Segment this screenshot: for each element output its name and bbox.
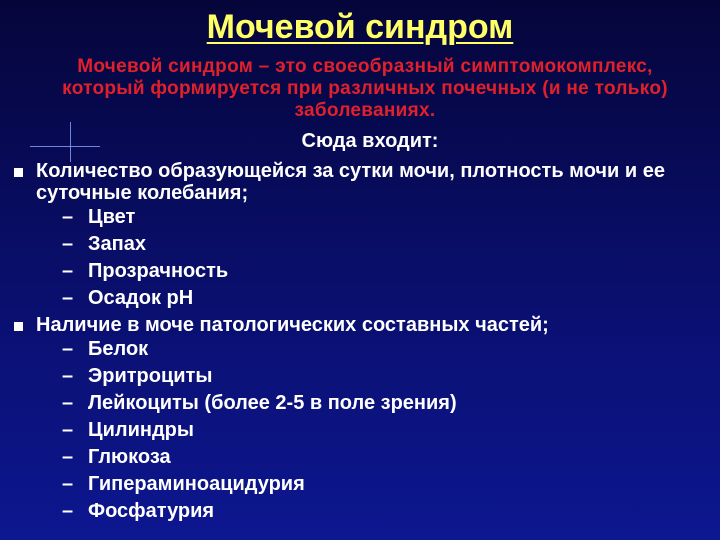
- sub-item-label: Прозрачность: [88, 260, 229, 282]
- sub-item-label: Цвет: [88, 206, 136, 228]
- dash-marker: –: [62, 260, 74, 282]
- sub-item-label: Запах: [88, 233, 146, 255]
- sub-list-item: [36, 471, 714, 498]
- bullet-item-2: [14, 312, 714, 525]
- sub-list-item: [36, 204, 714, 231]
- definition-text: Мочевой синдром – это своеобразный симптомокомплекс, который формируется при различных почечных (и не только) заболеваниях.: [62, 56, 668, 121]
- bullet-text: Наличие в моче патологических составных частей;: [36, 314, 549, 336]
- dash-marker: –: [62, 473, 74, 495]
- bullet-text: Количество образующейся за сутки мочи, плотность мочи и ее суточные колебания;: [36, 160, 665, 204]
- slide-title: Мочевой синдром: [206, 8, 514, 46]
- sub-list-item: [36, 363, 714, 390]
- sub-list-item: [36, 258, 714, 285]
- sub-item-label: Осадок рН: [88, 287, 194, 309]
- dash-marker: –: [62, 233, 74, 255]
- sub-list-item: [36, 390, 714, 417]
- dash-marker: –: [62, 365, 74, 387]
- sub-item-label: Цилиндры: [88, 419, 194, 441]
- sub-list-item: [36, 417, 714, 444]
- sub-list-item: [36, 444, 714, 471]
- sub-item-label: Белок: [88, 338, 149, 360]
- sub-item-label: Глюкоза: [88, 446, 171, 468]
- bullet-item-1: [14, 158, 714, 312]
- includes-heading: Сюда входит:: [301, 130, 439, 152]
- dash-marker: –: [62, 392, 74, 414]
- sub-item-label: Лейкоциты (более 2-5 в поле зрения): [88, 392, 457, 414]
- dash-marker: –: [62, 206, 74, 228]
- dash-marker: –: [62, 338, 74, 360]
- sub-item-label: Фосфатурия: [88, 500, 215, 522]
- dash-marker: –: [62, 287, 74, 309]
- square-bullet-icon: [14, 322, 23, 331]
- sub-list-item: [36, 498, 714, 525]
- sub-list-item: [36, 285, 714, 312]
- bullet-list: [14, 158, 714, 525]
- sub-item-label: Эритроциты: [88, 365, 213, 387]
- dash-marker: –: [62, 500, 74, 522]
- sub-item-label: Гипераминоацидурия: [88, 473, 305, 495]
- dash-marker: –: [62, 419, 74, 441]
- square-bullet-icon: [14, 168, 23, 177]
- dash-marker: –: [62, 446, 74, 468]
- sub-list-item: [36, 231, 714, 258]
- sub-list-item: [36, 336, 714, 363]
